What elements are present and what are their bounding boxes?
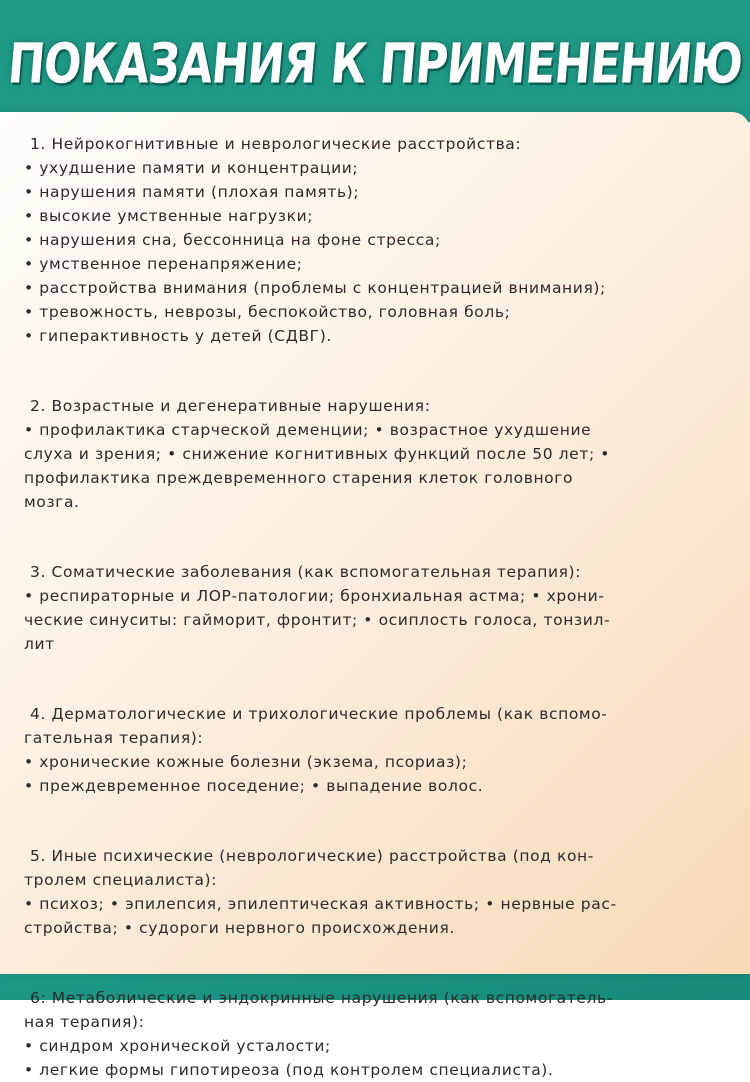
section-text-line: мозга. (24, 493, 80, 511)
list-item: • высокие умственные нагрузки; (24, 207, 314, 225)
section-text-line: • профилактика старческой деменции; • возрастное ухудшение (24, 421, 592, 439)
section-heading: 3. Соматические заболевания (как вспомогательная терапия): (30, 563, 582, 581)
section-somatic (24, 560, 729, 656)
section-heading: 5. Иные психические (неврологические) расстройства (под кон- (30, 847, 594, 865)
section-text-line: • респираторные и ЛОР-патологии; бронхиальная астма; • хрони- (24, 587, 605, 605)
list-item: • тревожность, неврозы, беспокойство, головная боль; (24, 303, 511, 321)
section-psychiatric (24, 844, 729, 940)
page-title: ПОКАЗАНИЯ К ПРИМЕНЕНИЮ (5, 32, 745, 97)
section-dermatology (24, 702, 729, 798)
section-text-line: • легкие формы гипотиреоза (под контролем специалиста). (24, 1061, 554, 1079)
section-text-line: • хронические кожные болезни (экзема, псориаз); (24, 753, 468, 771)
section-heading: 6: Метаболические и эндокринные нарушения (как вспомогатель- (30, 989, 613, 1007)
section-heading: 1. Нейрокогнитивные и неврологические расстройства: (30, 135, 522, 153)
section-text-line: стройства; • судороги нервного происхождения. (24, 919, 455, 937)
section-heading: 2. Возрастные и дегенеративные нарушения: (30, 397, 431, 415)
section-age-related (24, 394, 729, 514)
section-text-line: ческие синуситы: гайморит, фронтит; • осиплость голоса, тонзил- (24, 611, 611, 629)
list-item: • гиперактивность у детей (СДВГ). (24, 327, 332, 345)
section-text-line: слуха и зрения; • снижение когнитивных функций после 50 лет; • (24, 445, 611, 463)
section-heading: 4. Дерматологические и трихологические проблемы (как вспомо- (30, 705, 608, 723)
section-text-line: • синдром хронической усталости; (24, 1037, 331, 1055)
section-text-line: тролем специалиста): (24, 871, 218, 889)
list-item: • расстройства внимания (проблемы с концентрацией внимания); (24, 279, 606, 297)
section-metabolic (24, 986, 729, 1082)
section-text-line: • преждевременное поседение; • выпадение волос. (24, 777, 484, 795)
list-item: • умственное перенапряжение; (24, 255, 303, 273)
list-item: • нарушения памяти (плохая память); (24, 183, 360, 201)
list-item: • ухудшение памяти и концентрации; (24, 159, 359, 177)
section-text-line: лит (24, 635, 55, 653)
section-neurocognitive (24, 132, 729, 348)
section-text-line: гательная терапия): (24, 729, 204, 747)
indications-list (24, 132, 729, 1082)
section-text-line: • психоз; • эпилепсия, эпилептическая активность; • нервные рас- (24, 895, 617, 913)
list-item: • нарушения сна, бессонница на фоне стресса; (24, 231, 441, 249)
section-text-line: ная терапия): (24, 1013, 145, 1031)
section-text-line: профилактика преждевременного старения клеток головного (24, 469, 574, 487)
